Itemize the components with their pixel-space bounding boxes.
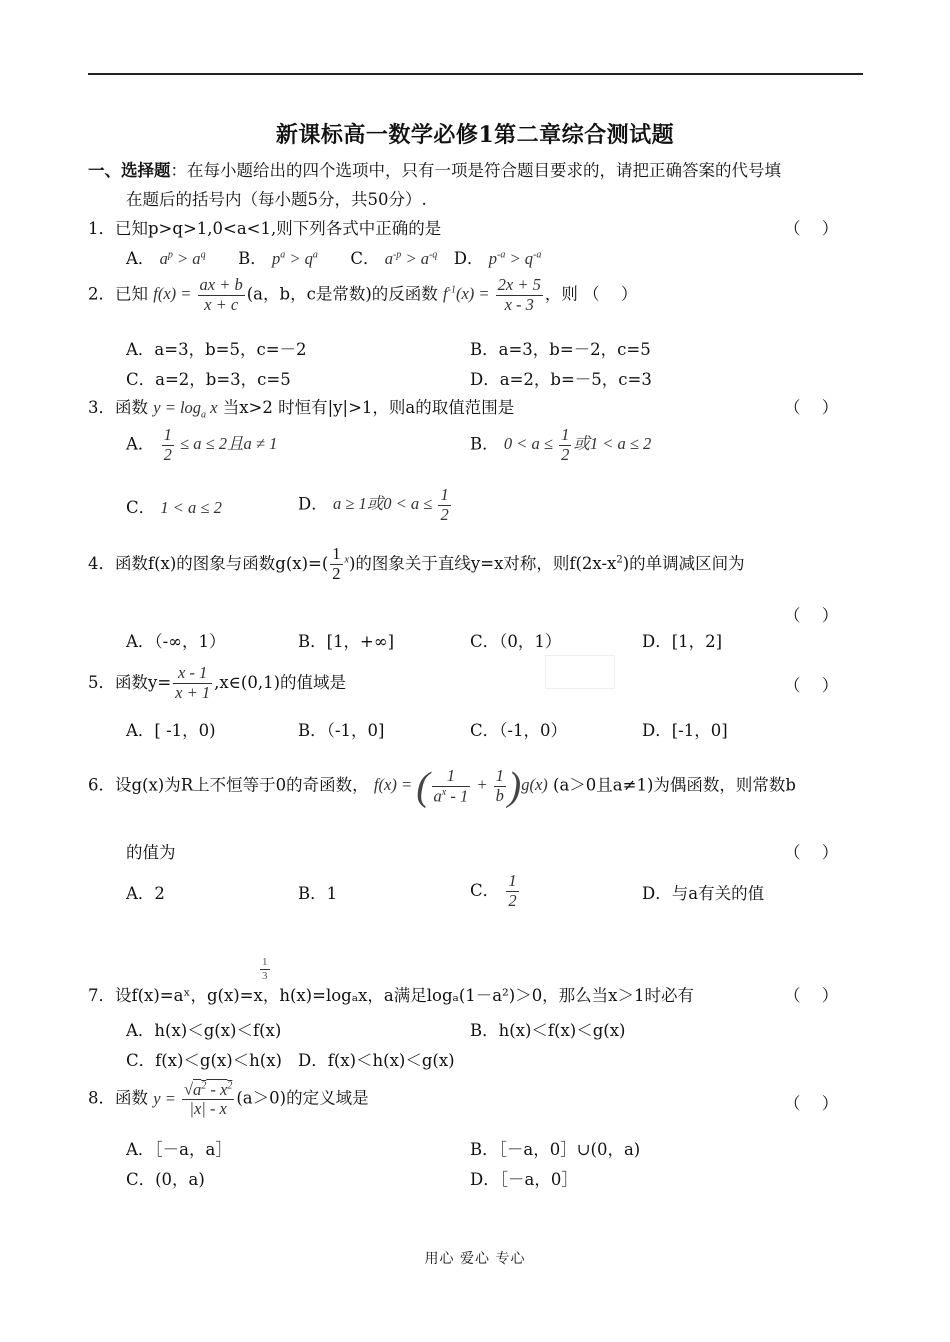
header-rule xyxy=(88,73,863,75)
section-label: 一、选择题 xyxy=(88,161,171,180)
q2-text-post: ，则 xyxy=(544,284,578,304)
q5-number: 5． xyxy=(88,672,115,692)
q8-option-d: D．［－a，0］ xyxy=(470,1170,578,1189)
blank-box xyxy=(545,655,615,689)
q4-option-d: D．[1，2] xyxy=(642,632,723,651)
q4-answer-blank: （ ） xyxy=(784,606,847,625)
q2-text-pre: 已知 xyxy=(115,284,148,304)
q7-number: 7． xyxy=(88,986,115,1005)
section-intro-text: ：在每小题给出的四个选项中，只有一项是符合题目要求的，请把正确答案的代号填 xyxy=(170,161,781,180)
q3-option-c: C． 1 < a ≤ 2 xyxy=(126,498,222,517)
q3-text-pre: 函数 xyxy=(115,398,148,417)
q6-option-a: A．2 xyxy=(126,884,165,903)
q6-option-d: D．与a有关的值 xyxy=(642,884,765,903)
q8-number: 8． xyxy=(88,1088,115,1108)
q6-number: 6． xyxy=(88,775,115,795)
q7-option-c: C．f(x)＜g(x)＜h(x) xyxy=(126,1051,282,1070)
q5-text-pre: 函数y= xyxy=(115,672,172,692)
q3-option-a: A． $\frac{1}{2}$ ≤ a ≤ 2且a ≠ 1 xyxy=(126,425,278,464)
page-footer: 用心 爱心 专心 xyxy=(424,1251,526,1267)
q4-option-c: C．（0，1） xyxy=(470,632,562,651)
q1-option-c: C． $a^{-p} > a^{-q}$ xyxy=(350,249,438,268)
q2-inverse-formula: $f^{-1}(x)$ = $\frac{2x + 5}{x - 3}$ xyxy=(443,275,541,314)
q5-option-a: A．[ -1，0) xyxy=(126,721,216,740)
q6-answer-blank: （ ） xyxy=(784,843,847,862)
q1-text: 已知p>q>1,0<a<1,则下列各式中正确的是 xyxy=(115,219,442,238)
q2-option-c: C．a=2，b=3，c=5 xyxy=(126,370,291,389)
q7-option-d: D．f(x)＜h(x)＜g(x) xyxy=(298,1051,455,1070)
q3-text-post: 当x>2 时恒有|y|>1，则a的取值范围是 xyxy=(222,398,515,417)
q1-option-d: D． $p^{-a} > q^{-a}$ xyxy=(453,249,542,268)
q3-answer-blank: （ ） xyxy=(784,398,847,417)
q7-answer-blank: （ ） xyxy=(784,986,847,1005)
q7-text: 设f(x)=aˣ，g(x)=x，h(x)=logₐx，a满足logₐ(1－a²)＞0，那么当x＞1时必有 xyxy=(115,986,694,1005)
q6-text-pre: 设g(x)为R上不恒等于0的奇函数， xyxy=(115,775,369,795)
section-intro xyxy=(88,157,781,181)
q8-option-c: C．(0，a) xyxy=(126,1170,205,1189)
q1-answer-blank: （ ） xyxy=(784,219,847,238)
question-5: 5．函数y= $\frac{x - 1}{x + 1}$ ,x∈(0,1)的值域是 xyxy=(88,663,347,702)
q6-text-cont: 的值为 xyxy=(126,843,176,862)
q7-option-b: B．h(x)＜f(x)＜g(x) xyxy=(470,1021,626,1040)
question-4: 4．函数f(x)的图象与函数g(x)=( $\frac{1}{2}$ $^x$)的图象关于直线y=x对称，则$f(2x-x^2)$的单调减区间为 xyxy=(88,544,745,583)
q4-text-a: 函数f(x)的图象与函数g(x)=( xyxy=(115,553,329,573)
q3-number: 3． xyxy=(88,398,115,417)
q8-text-post: (a＞0)的定义域是 xyxy=(236,1088,369,1108)
q8-formula: y = $\frac{√a^2 - x^2}{|x| - x}$ xyxy=(153,1079,233,1119)
q7-exponent-fraction: $\frac{1}{3}$ xyxy=(262,956,268,982)
q2-option-b: B．a=3，b=－2，c=5 xyxy=(470,340,651,359)
q5-option-d: D．[-1，0] xyxy=(642,721,728,740)
q6-formula: f(x) = ( $\frac{1}{a^x - 1}$ + $\frac{1}{b}$ )g(x) xyxy=(373,764,548,809)
q2-number: 2． xyxy=(88,284,115,304)
q5-option-c: C．（-1，0） xyxy=(470,721,567,740)
q1-option-b: B． $p^a > q^a$ xyxy=(238,249,318,268)
q8-text-pre: 函数 xyxy=(115,1088,148,1108)
q8-answer-blank: （ ） xyxy=(784,1094,847,1113)
q7-option-a: A．h(x)＜g(x)＜f(x) xyxy=(126,1021,282,1040)
q2-answer-blank: （ ） xyxy=(583,284,646,304)
q1-number: 1． xyxy=(88,219,115,238)
q3-option-b: B． 0 < a ≤ $\frac{1}{2}$ 或1 < a ≤ 2 xyxy=(470,425,652,464)
q4-option-a: A．（-∞，1） xyxy=(126,632,226,651)
q1-option-a: A． $a^p > a^q$ xyxy=(126,249,206,268)
q8-option-b: B．［－a，0］∪(0，a) xyxy=(470,1140,641,1159)
question-7 xyxy=(88,982,694,1006)
section-intro-2: 在题后的括号内（每小题5分，共50分）. xyxy=(126,190,427,209)
q3-formula: $y = \log_a x$ xyxy=(153,398,218,421)
q8-option-a: A．［－a，a］ xyxy=(126,1140,232,1159)
q4-number: 4． xyxy=(88,553,115,573)
q6-text-post: (a＞0且a≠1)为偶函数，则常数b xyxy=(553,775,796,795)
q4-text-b: )的图象关于直线y=x对称，则f(2x-x xyxy=(349,553,617,573)
q5-answer-blank: （ ） xyxy=(784,676,847,695)
q3-option-d: D． a ≥ 1或0 < a ≤ $\frac{1}{2}$ xyxy=(298,485,449,524)
q1-options xyxy=(126,245,541,269)
q2-function-formula: f(x) = $\frac{ax + b}{x + c}$ xyxy=(153,275,243,314)
question-3 xyxy=(88,394,514,420)
q5-option-b: B．（-1，0] xyxy=(298,721,385,740)
question-6 xyxy=(88,763,796,810)
question-1 xyxy=(88,215,441,239)
q4-text-c: )的单调减区间为 xyxy=(622,553,745,573)
q2-text-mid: (a，b，c是常数)的反函数 xyxy=(246,284,438,304)
question-8 xyxy=(88,1080,369,1119)
q6-option-b: B．1 xyxy=(298,884,338,903)
page-title: 新课标高一数学必修1第二章综合测试题 xyxy=(275,122,675,148)
q2-option-a: A．a=3，b=5，c=－2 xyxy=(126,340,307,359)
q6-option-c: C． $\frac{1}{2}$ xyxy=(470,871,517,910)
q5-text-post: ,x∈(0,1)的值域是 xyxy=(214,672,347,692)
question-2 xyxy=(88,276,645,315)
q4-option-b: B．[1，+∞] xyxy=(298,632,395,651)
q2-option-d: D．a=2，b=－5，c=3 xyxy=(470,370,652,389)
